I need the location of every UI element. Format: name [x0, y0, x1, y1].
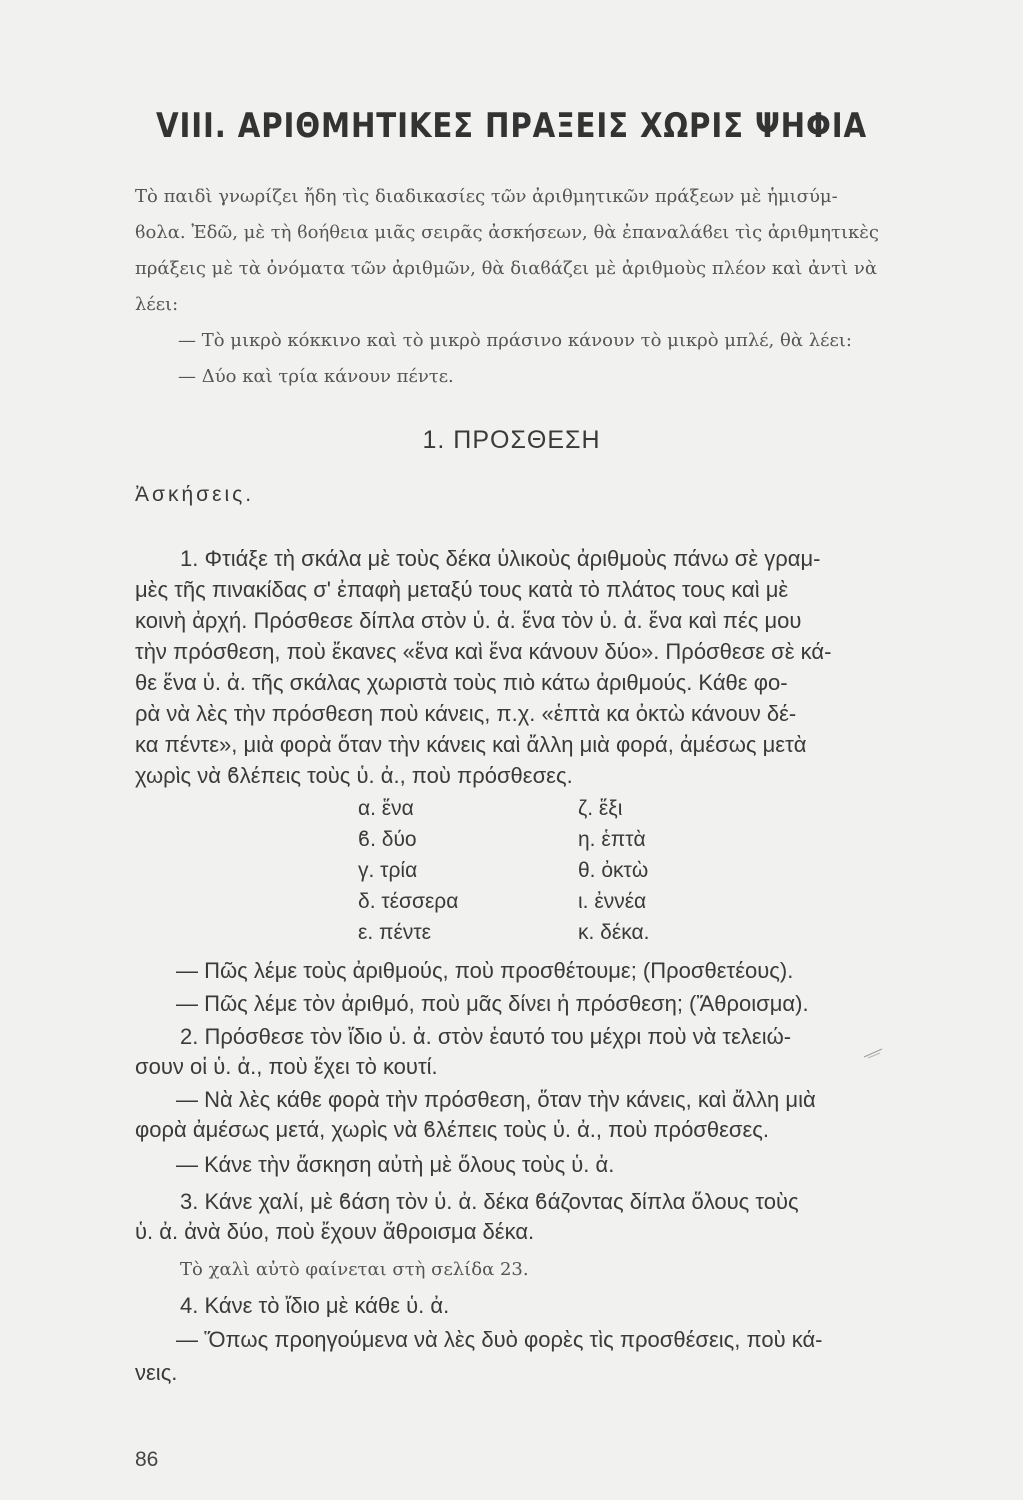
exercise-line: 2. Πρόσθεσε τὸν ἴδιο ὑ. ἀ. στὸν ἑαυτό του μέχρι ποὺ νὰ τελειώ-: [180, 1024, 792, 1049]
exercise-line: — Νὰ λὲς κάθε φορὰ τὴν πρόσθεση, ὅταν τὴν κάνεις, καὶ ἄλλη μιὰ: [176, 1087, 816, 1112]
number-item: κ. δέκα.: [578, 921, 650, 944]
page-number: 86: [135, 1448, 159, 1471]
intro-line: λέει:: [135, 294, 179, 315]
number-item: θ. ὀκτὼ: [578, 859, 649, 882]
exercise-line: τὴν πρόσθεση, ποὺ ἔκανες «ἕνα καὶ ἕνα κάνουν δύο». Πρόσθεσε σὲ κά-: [135, 639, 832, 664]
exercise-line: — Κάνε τὴν ἄσκηση αὐτὴ μὲ ὅλους τοὺς ὑ. ἀ.: [176, 1152, 615, 1177]
intro-line: πράξεις μὲ τὰ ὀνόματα τῶν ἀριθμῶν, θὰ διαϐάζει μὲ ἀριθμοὺς πλέον καὶ ἀντὶ νὰ: [135, 258, 878, 279]
number-item: η. ἑπτὰ: [578, 828, 646, 851]
section-title: 1. ΠΡΟΣΘΕΣΗ: [422, 426, 601, 454]
chapter-title: VIII. ΑΡΙΘΜΗΤΙΚΕΣ ΠΡΑΞΕΙΣ ΧΩΡΙΣ ΨΗΦΙΑ: [156, 106, 867, 146]
exercise-line: μὲς τῆς πινακίδας σ' ἐπαφὴ μεταξύ τους κατὰ τὸ πλάτος τους καὶ μὲ: [135, 577, 789, 602]
exercise-line: σουν οἱ ὑ. ἀ., ποὺ ἔχει τὸ κουτί.: [135, 1054, 438, 1079]
exercise-line: χωρὶς νὰ ϐλέπεις τοὺς ὑ. ἀ., ποὺ πρόσθεσες.: [135, 763, 573, 788]
intro-line: — Δύο καὶ τρία κάνουν πέντε.: [178, 366, 454, 387]
exercise-line: — Πῶς λέμε τὸν ἀριθμό, ποὺ μᾶς δίνει ἡ πρόσθεση; (Ἄθροισμα).: [176, 991, 809, 1016]
exercise-line: κα πέντε», μιὰ φορὰ ὅταν τὴν κάνεις καὶ ἄλλη μιὰ φορά, ἀμέσως μετὰ: [135, 732, 807, 757]
exercise-line: θε ἕνα ὑ. ἀ. τῆς σκάλας χωριστὰ τοὺς πιὸ κάτω ἀριθμούς. Κάθε φο-: [135, 670, 788, 695]
number-item: δ. τέσσερα: [358, 890, 459, 913]
stray-mark-icon: [862, 1045, 886, 1061]
intro-line: — Τὸ μικρὸ κόκκινο καὶ τὸ μικρὸ πράσινο κάνουν τὸ μικρὸ μπλέ, θὰ λέει:: [178, 330, 852, 351]
page-reference-note: Τὸ χαλὶ αὐτὸ φαίνεται στὴ σελίδα 23.: [180, 1259, 529, 1280]
exercise-line: νεις.: [135, 1360, 178, 1385]
number-item: α. ἕνα: [358, 797, 414, 820]
intro-line: Τὸ παιδὶ γνωρίζει ἤδη τὶς διαδικασίες τῶν ἀριθμητικῶν πράξεων μὲ ἡμισύμ-: [135, 186, 838, 207]
number-item: ζ. ἕξι: [578, 797, 623, 820]
exercise-line: 3. Κάνε χαλί, μὲ ϐάση τὸν ὑ. ἀ. δέκα ϐάζοντας δίπλα ὅλους τοὺς: [180, 1189, 799, 1214]
exercise-line: ὑ. ἀ. ἀνὰ δύο, ποὺ ἔχουν ἄθροισμα δέκα.: [135, 1219, 535, 1244]
exercise-line: — Ὅπως προηγούμενα νὰ λὲς δυὸ φορὲς τὶς προσθέσεις, ποὺ κά-: [176, 1327, 823, 1352]
number-item: ε. πέντε: [358, 921, 432, 944]
number-item: ι. ἐννέα: [578, 890, 647, 913]
exercises-heading: Ἀσκήσεις.: [135, 483, 255, 506]
intro-line: ϐολα. Ἐδῶ, μὲ τὴ ϐοήθεια μιᾶς σειρᾶς ἀσκήσεων, θὰ ἐπαναλάϐει τὶς ἀριθμητικὲς: [135, 222, 880, 243]
exercise-line: κοινὴ ἀρχή. Πρόσθεσε δίπλα στὸν ὑ. ἀ. ἕνα τὸν ὑ. ἀ. ἕνα καὶ πές μου: [135, 608, 802, 633]
exercise-line: 1. Φτιάξε τὴ σκάλα μὲ τοὺς δέκα ὑλικοὺς ἀριθμοὺς πάνω σὲ γραμ-: [180, 546, 821, 571]
number-item: ϐ. δύο: [358, 828, 417, 851]
exercise-line: φορὰ ἀμέσως μετά, χωρὶς νὰ ϐλέπεις τοὺς ὑ. ἀ., ποὺ πρόσθεσες.: [135, 1117, 770, 1142]
exercise-line: ρὰ νὰ λὲς τὴν πρόσθεση ποὺ κάνεις, π.χ. «ἑπτὰ κα ὀκτὼ κάνουν δέ-: [135, 701, 797, 726]
exercise-line: 4. Κάνε τὸ ἴδιο μὲ κάθε ὑ. ἀ.: [180, 1293, 450, 1318]
exercise-line: — Πῶς λέμε τοὺς ἀριθμούς, ποὺ προσθέτουμε; (Προσθετέους).: [176, 958, 794, 983]
number-item: γ. τρία: [358, 859, 418, 882]
